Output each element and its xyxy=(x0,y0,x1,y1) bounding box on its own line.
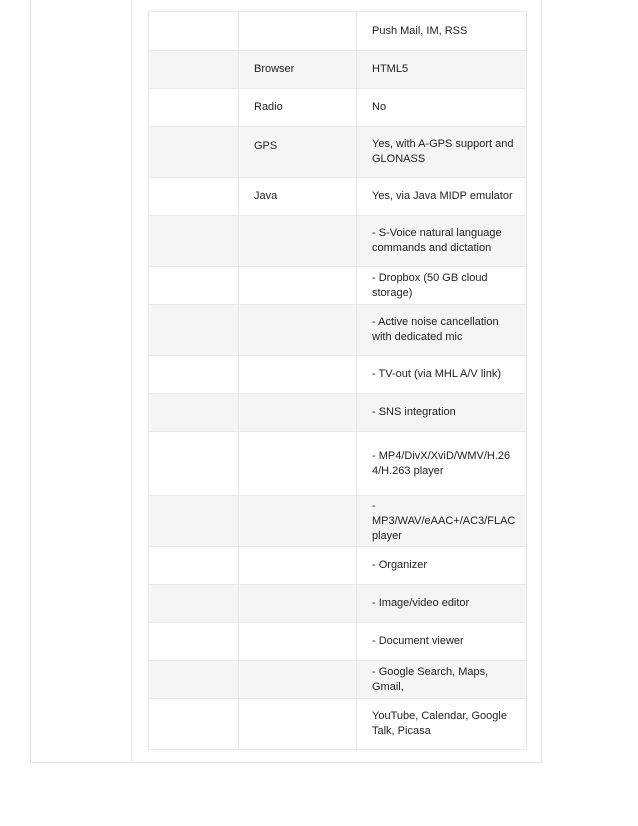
blank-cell xyxy=(149,699,239,750)
row-value: - SNS integration xyxy=(357,394,527,432)
row-label: Radio xyxy=(239,89,357,127)
table-row xyxy=(149,178,527,216)
table-row xyxy=(149,216,527,267)
row-label xyxy=(239,356,357,394)
row-label: Browser xyxy=(239,51,357,89)
row-label xyxy=(239,623,357,661)
table-row xyxy=(149,356,527,394)
row-label xyxy=(239,661,357,699)
table-row xyxy=(149,661,527,699)
blank-cell xyxy=(149,394,239,432)
blank-cell xyxy=(149,178,239,216)
table-row xyxy=(149,432,527,496)
table-row xyxy=(149,267,527,305)
blank-cell xyxy=(149,267,239,305)
row-value: - S-Voice natural language commands and dictation xyxy=(357,216,527,267)
row-value: HTML5 xyxy=(357,51,527,89)
table-row xyxy=(149,547,527,585)
row-label xyxy=(239,12,357,51)
row-value: - Active noise cancellation with dedicated mic xyxy=(357,305,527,356)
row-label xyxy=(239,432,357,496)
row-value: - TV-out (via MHL A/V link) xyxy=(357,356,527,394)
row-value: No xyxy=(357,89,527,127)
blank-cell xyxy=(149,127,239,178)
row-label xyxy=(239,267,357,305)
row-value: Yes, with A-GPS support and GLONASS xyxy=(357,127,527,178)
row-label xyxy=(239,216,357,267)
row-label xyxy=(239,699,357,750)
row-value: - MP3/WAV/eAAC+/AC3/FLAC player xyxy=(357,496,527,547)
row-value: - Image/video editor xyxy=(357,585,527,623)
row-label: GPS xyxy=(239,127,357,178)
blank-cell xyxy=(149,305,239,356)
row-value: - Dropbox (50 GB cloud storage) xyxy=(357,267,527,305)
table-row xyxy=(149,623,527,661)
table-row xyxy=(149,585,527,623)
blank-cell xyxy=(149,585,239,623)
row-label xyxy=(239,305,357,356)
blank-cell xyxy=(149,51,239,89)
table-row xyxy=(149,89,527,127)
table-row xyxy=(149,127,527,178)
row-label xyxy=(239,496,357,547)
row-label xyxy=(239,394,357,432)
table-row xyxy=(149,305,527,356)
blank-cell xyxy=(149,661,239,699)
blank-cell xyxy=(149,216,239,267)
row-value: Push Mail, IM, RSS xyxy=(357,12,527,51)
table-row xyxy=(149,394,527,432)
blank-cell xyxy=(149,623,239,661)
row-label: Java xyxy=(239,178,357,216)
blank-cell xyxy=(149,547,239,585)
blank-cell xyxy=(149,432,239,496)
table-row xyxy=(149,699,527,750)
row-label xyxy=(239,547,357,585)
row-value: - Document viewer xyxy=(357,623,527,661)
blank-cell xyxy=(149,89,239,127)
row-label xyxy=(239,585,357,623)
blank-cell xyxy=(149,356,239,394)
spec-table xyxy=(148,11,527,750)
row-value: Yes, via Java MIDP emulator xyxy=(357,178,527,216)
table-row xyxy=(149,496,527,547)
table-row xyxy=(149,12,527,51)
blank-cell xyxy=(149,496,239,547)
row-value: YouTube, Calendar, Google Talk, Picasa xyxy=(357,699,527,750)
sidebar-divider xyxy=(131,0,132,763)
row-value: - Organizer xyxy=(357,547,527,585)
row-value: - MP4/DivX/XviD/WMV/H.264/H.263 player xyxy=(357,432,527,496)
blank-cell xyxy=(149,12,239,51)
row-value: - Google Search, Maps, Gmail, xyxy=(357,661,527,699)
table-row xyxy=(149,51,527,89)
